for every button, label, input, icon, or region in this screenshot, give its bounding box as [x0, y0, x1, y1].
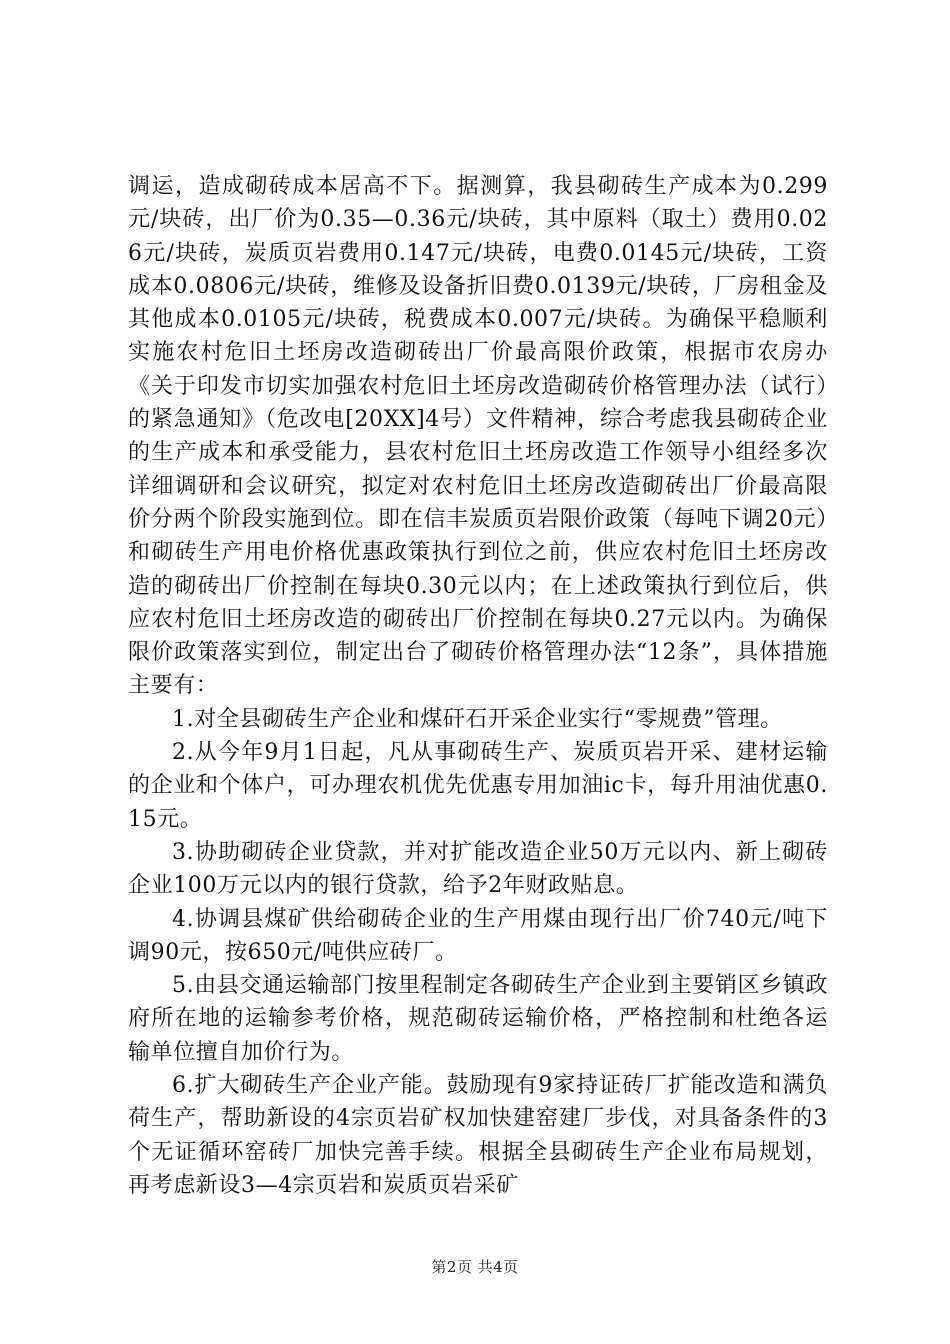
body-paragraph: 调运，造成砌砖成本居高不下。据测算，我县砌砖生产成本为0.299元/块砖，出厂价为0.35—0.36元/块砖，其中原料（取土）费用0.026元/块砖，炭质页岩费用0.147元/块砖，电费0.0145元/块砖，工资成本0.0806元/块砖，维修及设备折旧费0.0139元/块砖，厂房租金及其他成本0.0105元/块砖，税费成本0.007元/块砖。为确保平稳顺利实施农村危旧土坯房改造砌砖出厂价最高限价政策，根据市农房办《关于印发市切实加强农村危旧土坯房改造砌砖价格管理办法（试行）的紧急通知》（危改电[20XX]4号）文件精神，综合考虑我县砌砖企业的生产成本和承受能力，县农村危旧土坯房改造工作领导小组经多次详细调研和会议研究，拟定对农村危旧土坯房改造砌砖出厂价最高限价分两个阶段实施到位。即在信丰炭质页岩限价政策（每吨下调20元）和砌砖生产用电价格优惠政策执行到位之前，供应农村危旧土坯房改造的砌砖出厂价控制在每块0.30元以内；在上述政策执行到位后，供应农村危旧土坯房改造的砌砖出厂价控制在每块0.27元以内。为确保限价政策落实到位，制定出台了砌砖价格管理办法“12条”，具体措施主要有： [128, 174, 828, 699]
page-number-footer: 第2页 共4页 [431, 1258, 519, 1276]
list-item: 1.对全县砌砖生产企业和煤矸石开采企业实行“零规费”管理。 [172, 706, 783, 732]
list-item: 4.协调县煤矿供给砌砖企业的生产用煤由现行出厂价740元/吨下调90元，按650元/吨供应砖厂。 [128, 906, 828, 965]
list-item: 6.扩大砌砖生产企业产能。鼓励现有9家持证砖厂扩能改造和满负荷生产，帮助新设的4宗页岩矿权加快建窑建厂步伐，对具备条件的3个无证循环窑砖厂加快完善手续。根据全县砌砖生产企业布局规划，再考虑新设3—4宗页岩和炭质页岩采矿 [128, 1073, 828, 1198]
list-item: 3.协助砌砖企业贷款，并对扩能改造企业50万元以内、新上砌砖企业100万元以内的银行贷款，给予2年财政贴息。 [128, 839, 828, 899]
list-item: 5.由县交通运输部门按里程制定各砌砖生产企业到主要销区乡镇政府所在地的运输参考价格，规范砌砖运输价格，严格控制和杜绝各运输单位擅自加价行为。 [128, 973, 828, 1065]
document-body [128, 170, 828, 1202]
list-item: 2.从今年9月1日起，凡从事砌砖生产、炭质页岩开采、建材运输的企业和个体户，可办理农机优先优惠专用加油ic卡，每升用油优惠0.15元。 [128, 740, 828, 832]
